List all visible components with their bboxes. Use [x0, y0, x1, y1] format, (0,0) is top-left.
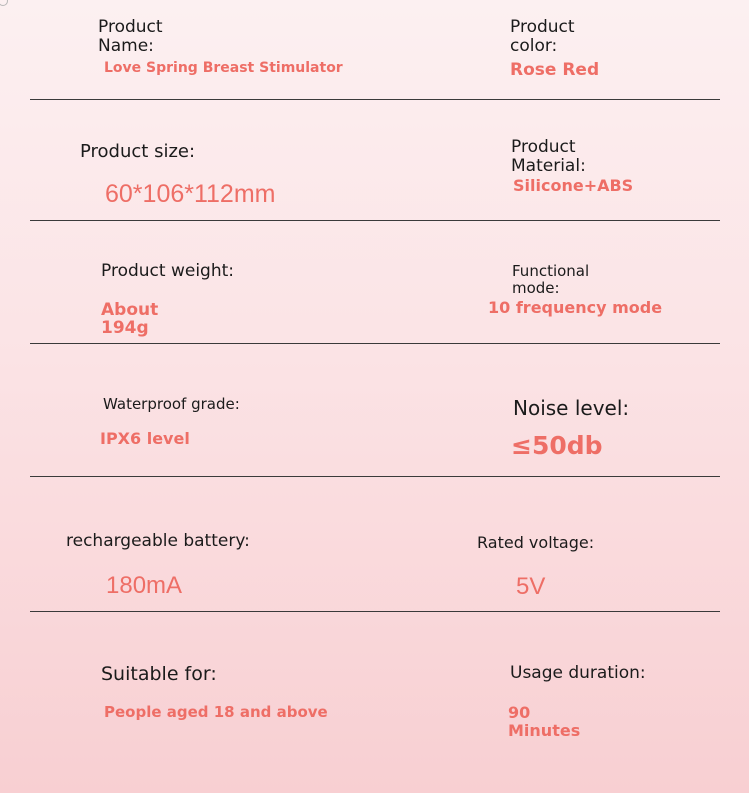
spec-label-product-material: Product Material: — [511, 137, 586, 176]
spec-value-product-material: Silicone+ABS — [513, 176, 634, 195]
spec-value-product-size: 60*106*112mm — [105, 180, 276, 208]
divider — [30, 343, 720, 344]
spec-value-suitable-for: People aged 18 and above — [104, 703, 328, 721]
spec-label-product-size: Product size: — [80, 141, 196, 162]
spec-label-rated-voltage: Rated voltage: — [477, 533, 595, 552]
spec-label-rechargeable-battery: rechargeable battery: — [66, 531, 250, 551]
spec-value-product-weight: About 194g — [101, 300, 159, 338]
corner-circle-decoration — [0, 0, 8, 6]
spec-value-waterproof-grade: IPX6 level — [100, 429, 190, 448]
divider — [30, 99, 720, 100]
spec-label-product-name: Product Name: — [98, 17, 163, 56]
spec-value-functional-mode: 10 frequency mode — [488, 298, 663, 317]
spec-label-product-color: Product color: — [510, 17, 575, 56]
spec-label-waterproof-grade: Waterproof grade: — [103, 395, 240, 413]
spec-label-product-weight: Product weight: — [101, 261, 234, 281]
spec-value-product-name: Love Spring Breast Stimulator — [104, 60, 343, 76]
spec-label-suitable-for: Suitable for: — [101, 663, 217, 685]
spec-label-functional-mode: Functional mode: — [512, 262, 590, 297]
spec-label-usage-duration: Usage duration: — [510, 663, 646, 683]
divider — [30, 476, 720, 477]
spec-value-product-color: Rose Red — [510, 60, 600, 80]
spec-value-rechargeable-battery: 180mA — [106, 572, 183, 599]
spec-value-usage-duration: 90 Minutes — [508, 703, 581, 740]
divider — [30, 611, 720, 612]
spec-label-noise-level: Noise level: — [513, 396, 630, 420]
spec-value-noise-level: ≤50db — [511, 431, 603, 460]
divider — [30, 220, 720, 221]
spec-value-rated-voltage: 5V — [516, 573, 546, 600]
